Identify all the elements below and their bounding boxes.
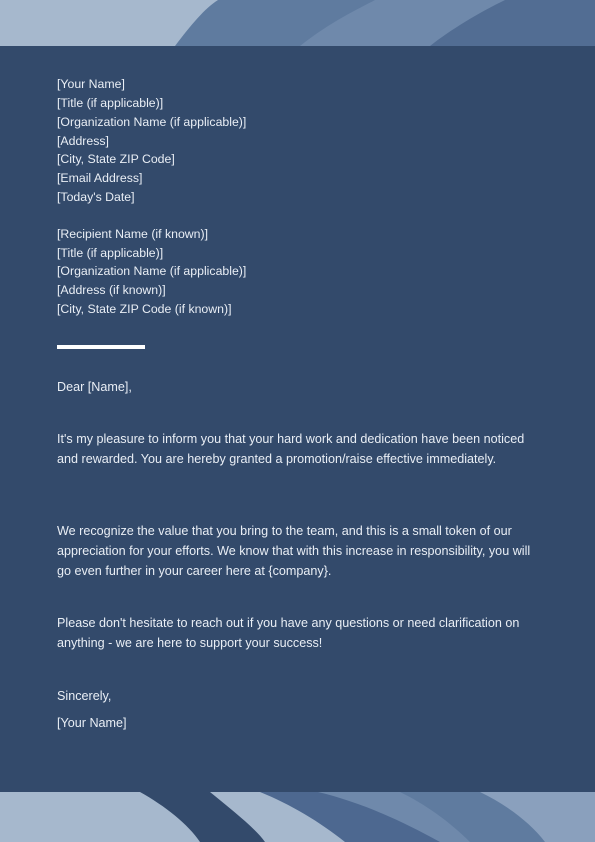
body-paragraph-2: We recognize the value that you bring to the team, and this is a small token of our appreciation for your efforts. We know that with this increase in responsibility, you will go even further in your career here at {company}.: [57, 524, 531, 578]
recipient-title: [Title (if applicable)]: [57, 246, 164, 260]
sender-title: [Title (if applicable)]: [57, 96, 164, 110]
signature-name: [Your Name]: [57, 716, 127, 730]
recipient-name: [Recipient Name (if known)]: [57, 227, 209, 241]
sender-name: [Your Name]: [57, 77, 125, 91]
closing: Sincerely,: [57, 689, 112, 703]
letter-panel: [0, 46, 595, 792]
bottom-wave-decoration: [0, 792, 595, 842]
recipient-city-state-zip: [City, State ZIP Code (if known)]: [57, 302, 232, 316]
sender-organization: [Organization Name (if applicable)]: [57, 115, 247, 129]
letter-date: [Today's Date]: [57, 190, 135, 204]
body-paragraph-3: Please don't hesitate to reach out if you have any questions or need clarification on anything - we are here to support your success!: [57, 616, 520, 650]
recipient-address: [Address (if known)]: [57, 283, 166, 297]
sender-city-state-zip: [City, State ZIP Code]: [57, 152, 175, 166]
recipient-organization: [Organization Name (if applicable)]: [57, 264, 247, 278]
top-wave-decoration: [0, 0, 595, 46]
sender-email: [Email Address]: [57, 171, 143, 185]
body-paragraph-1: It's my pleasure to inform you that your hard work and dedication have been noticed and rewarded. You are hereby granted a promotion/raise effective immediately.: [57, 432, 525, 466]
section-divider: [57, 345, 145, 349]
salutation: Dear [Name],: [57, 380, 132, 394]
sender-address: [Address]: [57, 134, 109, 148]
